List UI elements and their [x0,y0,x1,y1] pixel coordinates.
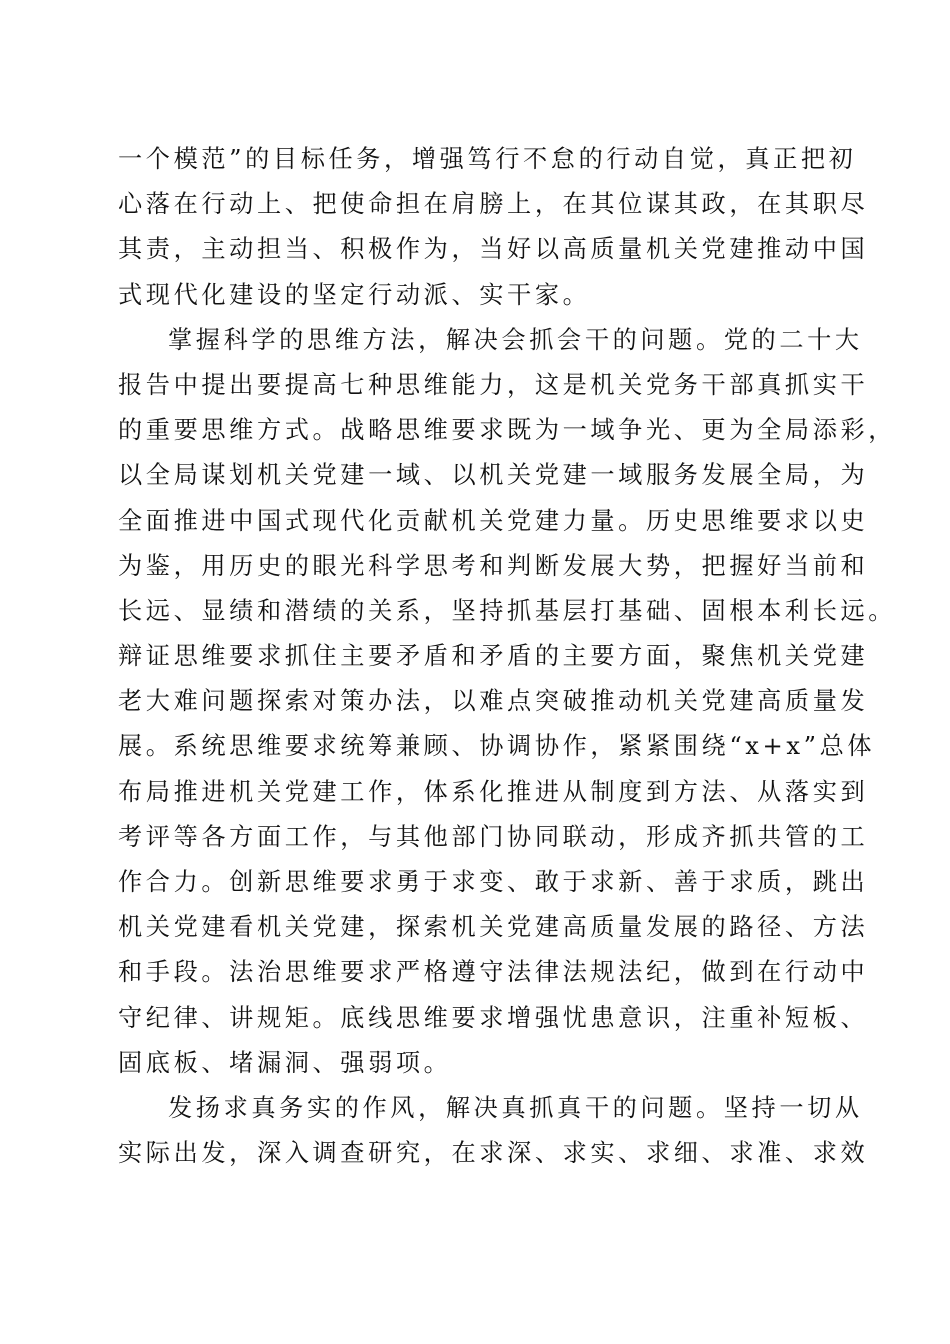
text-line: 守纪律、讲规矩。底线思维要求增强忧患意识，注重补短板、 [118,1003,869,1032]
text-line: 全面推进中国式现代化贡献机关党建力量。历史思维要求以史 [118,506,869,535]
text-line: 老大难问题探索对策办法，以难点突破推动机关党建高质量发 [118,687,869,716]
text-line: 实际出发，深入调查研究，在求深、求实、求细、求准、求效 [118,1139,869,1168]
text-line: 长远、显绩和潜绩的关系，坚持抓基层打基础、固根本利长远。 [118,596,897,625]
text-line: 为鉴，用历史的眼光科学思考和判断发展大势，把握好当前和 [118,551,869,580]
paragraph-first-line: 发扬求真务实的作风，解决真抓真干的问题。坚持一切从 [168,1093,863,1122]
text-line: 布局推进机关党建工作，体系化推进从制度到方法、从落实到 [118,777,869,806]
text-line: 其责，主动担当、积极作为，当好以高质量机关党建推动中国 [118,235,869,264]
text-line: 式现代化建设的坚定行动派、实干家。 [118,280,591,309]
text-line: 考评等各方面工作，与其他部门协同联动，形成齐抓共管的工 [118,822,869,851]
text-line: 报告中提出要提高七种思维能力，这是机关党务干部真抓实干 [118,370,869,399]
text-line: 以全局谋划机关党建一域、以机关党建一域服务发展全局，为 [118,461,869,490]
document-body [118,137,897,1176]
text-line: 辩证思维要求抓住主要矛盾和矛盾的主要方面，聚焦机关党建 [118,642,869,671]
text-line: 机关党建看机关党建，探索机关党建高质量发展的路径、方法 [118,913,869,942]
text-line: 作合力。创新思维要求勇于求变、敢于求新、善于求质，跳出 [118,868,869,896]
text-line: 心落在行动上、把使命担在肩膀上，在其位谋其政，在其职尽 [118,190,869,219]
paragraph-first-line: 掌握科学的思维方法，解决会抓会干的问题。党的二十大 [168,325,863,354]
text-line: 展。系统思维要求统筹兼顾、协调协作，紧紧围绕“x+x”总体 [118,732,876,761]
text-line: 固底板、堵漏洞、强弱项。 [118,1048,452,1077]
text-line: 和手段。法治思维要求严格遵守法律法规法纪，做到在行动中 [118,958,869,987]
text-line: 一个模范”的目标任务，增强笃行不怠的行动自觉，真正把初 [118,145,857,173]
text-line: 的重要思维方式。战略思维要求既为一域争光、更为全局添彩， [118,416,897,445]
